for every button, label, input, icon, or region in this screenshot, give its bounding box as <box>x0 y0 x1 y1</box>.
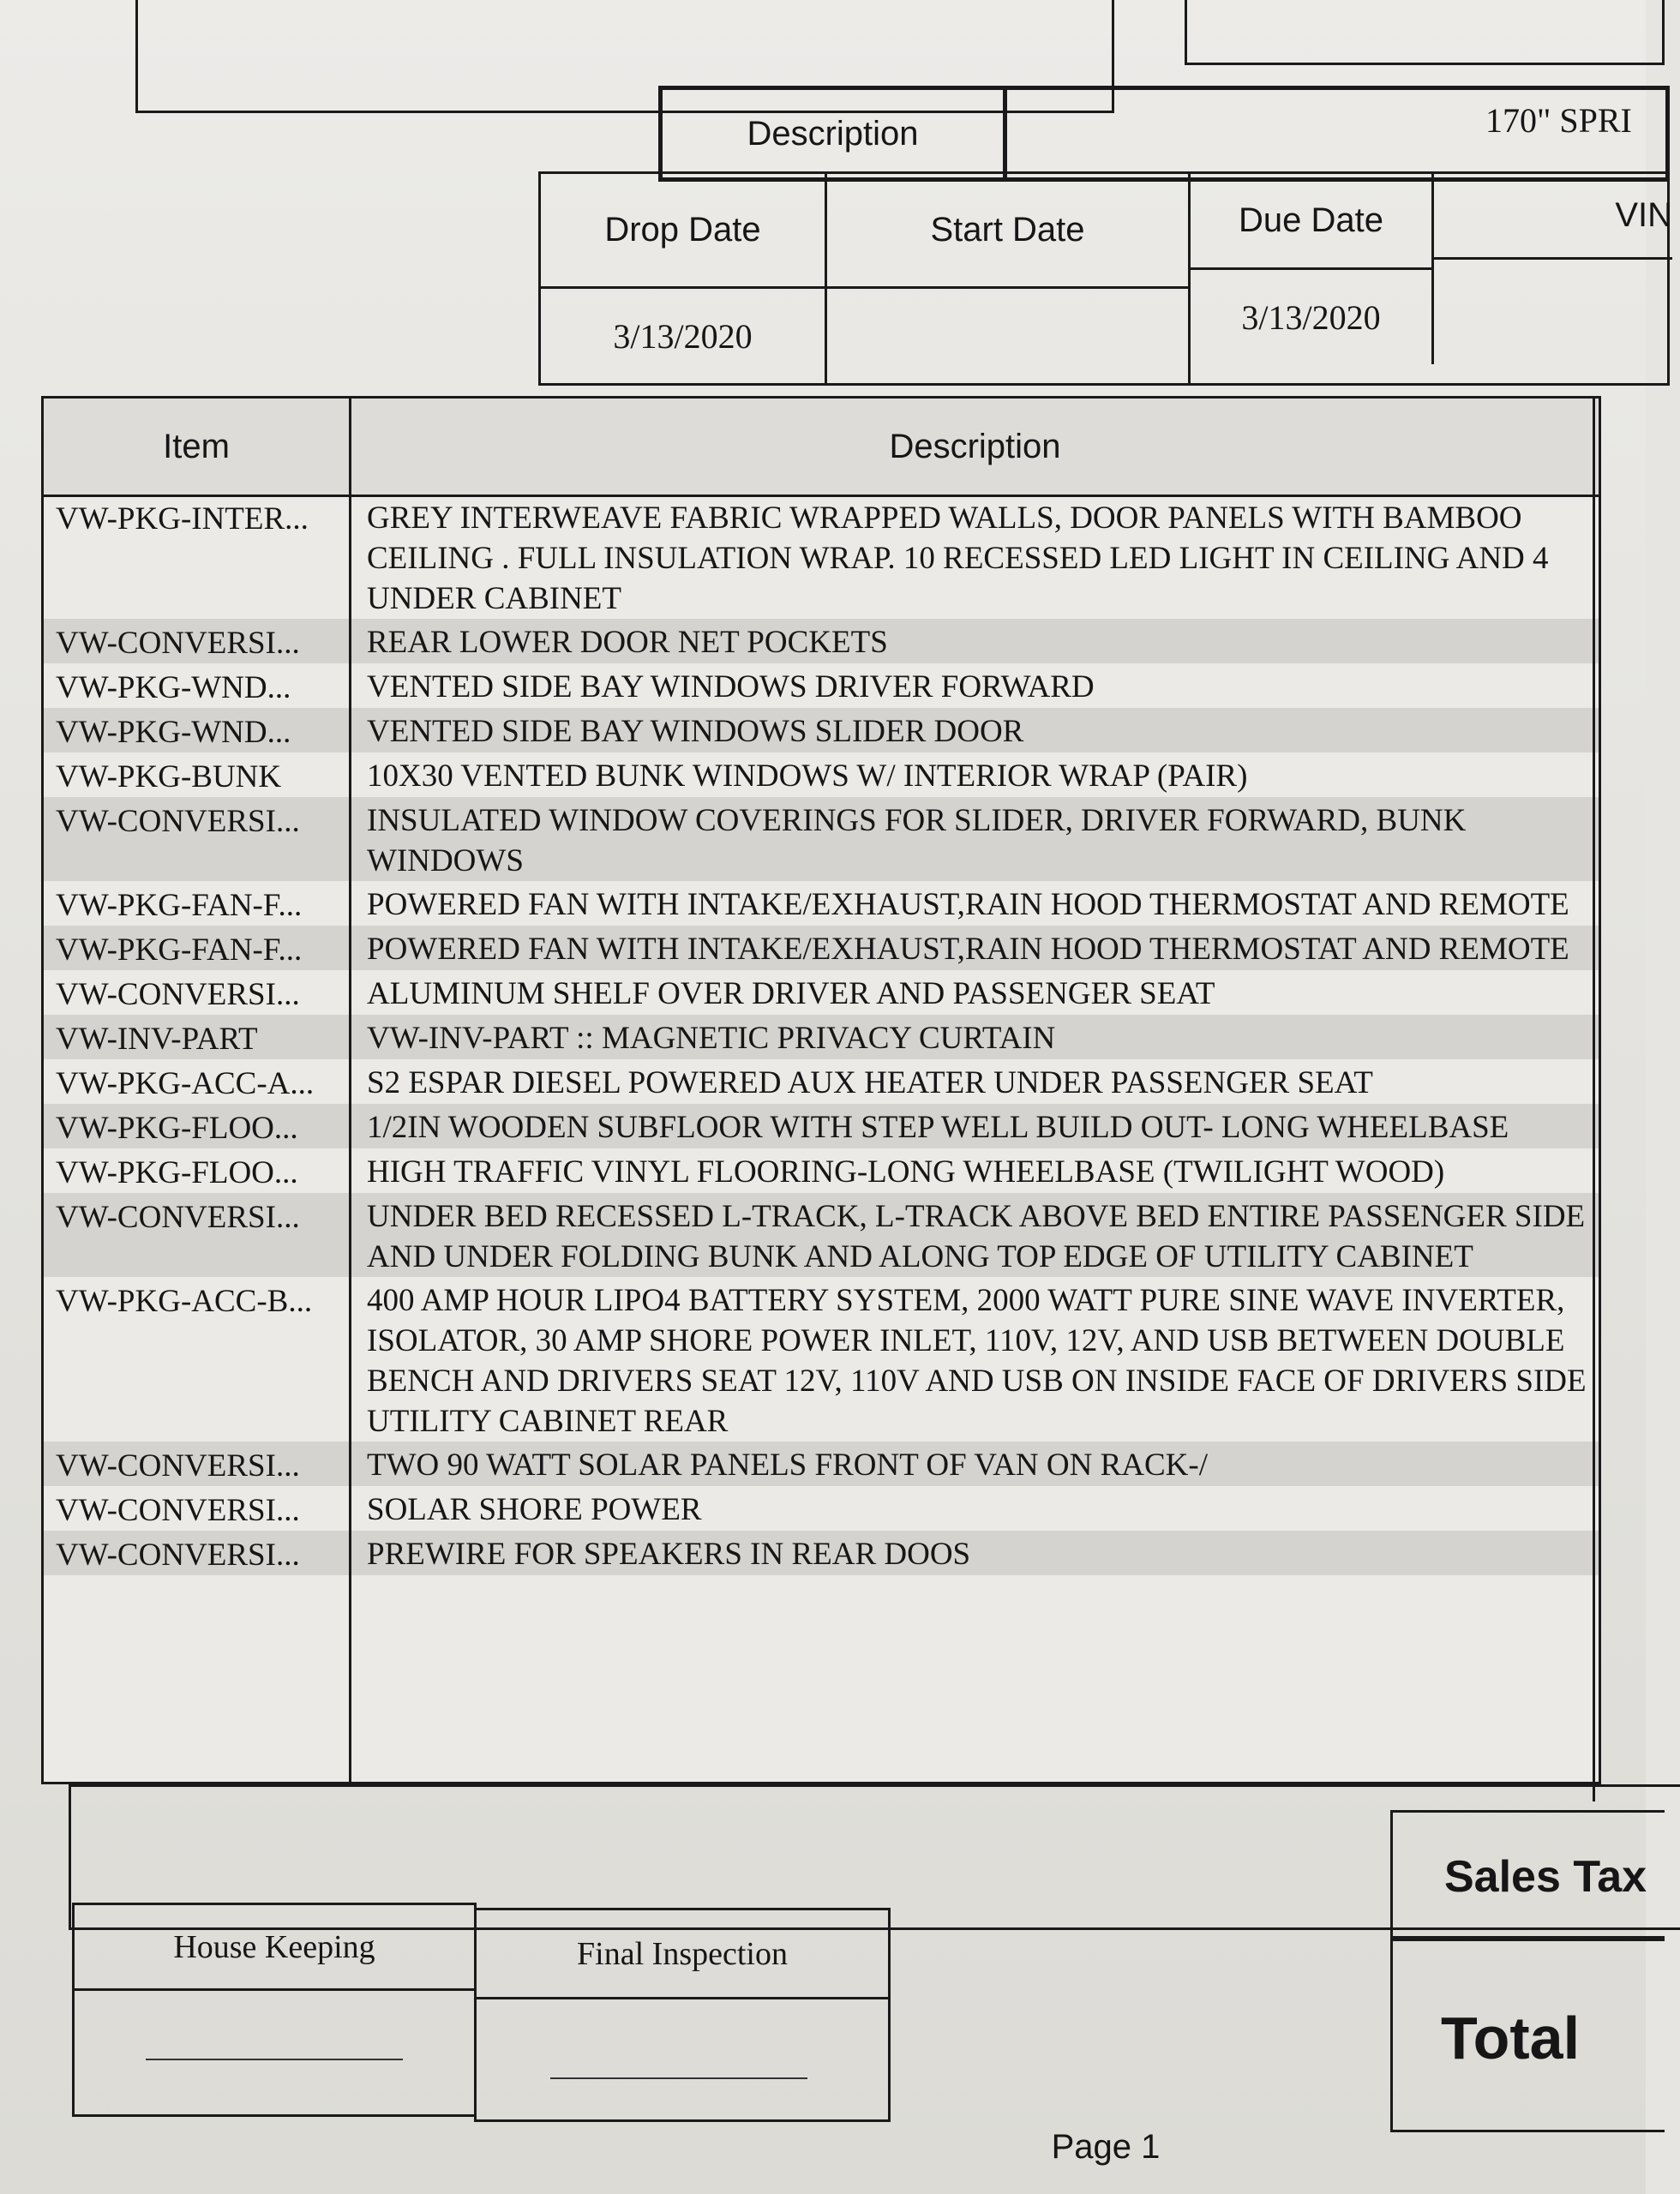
row-item-code: VW-CONVERSI... <box>56 977 300 1012</box>
start-date-value <box>827 289 1191 383</box>
row-description: TWO 90 WATT SOLAR PANELS FRONT OF VAN ON RACK-/ <box>351 1442 1599 1486</box>
row-description: POWERED FAN WITH INTAKE/EXHAUST,RAIN HOOD THERMOSTAT AND REMOTE <box>351 926 1599 970</box>
table-row <box>44 970 1599 1015</box>
due-date-value: 3/13/2020 <box>1191 270 1434 364</box>
row-description: UNDER BED RECESSED L-TRACK, L-TRACK ABOVE BED ENTIRE PASSENGER SIDE AND UNDER FOLDING BUNK AND ALONG TOP EDGE OF UTILITY CABINET <box>351 1193 1599 1277</box>
top-right-box <box>1185 0 1665 65</box>
table-row <box>44 1059 1599 1104</box>
vin-label: VIN <box>1434 174 1672 260</box>
table-row <box>44 797 1599 881</box>
right-column-line <box>1593 396 1595 1801</box>
row-item-code: VW-PKG-FAN-F... <box>44 926 349 970</box>
house-keeping-label: House Keeping <box>75 1905 474 1991</box>
total-label: Total <box>1441 2005 1581 2071</box>
table-row <box>44 881 1599 926</box>
final-inspection-signature-line <box>550 2077 807 2079</box>
row-item-code: VW-INV-PART <box>44 1015 349 1059</box>
dates-box <box>538 171 1670 386</box>
row-item-code: VW-PKG-FLOO... <box>44 1104 349 1148</box>
table-row <box>44 1015 1599 1059</box>
table-row <box>44 1531 1599 1575</box>
row-item-code: VW-PKG-FLOO... <box>56 1155 298 1190</box>
house-keeping-signature-line <box>146 2059 403 2060</box>
row-description: S2 ESPAR DIESEL POWERED AUX HEATER UNDER PASSENGER SEAT <box>367 1065 1373 1100</box>
row-description: 1/2IN WOODEN SUBFLOOR WITH STEP WELL BUILD OUT- LONG WHEELBASE <box>351 1104 1599 1148</box>
house-keeping-box <box>72 1903 477 2117</box>
row-item-code: VW-PKG-WND... <box>56 670 291 705</box>
row-item-code: VW-CONVERSI... <box>44 1531 349 1575</box>
sales-tax-box <box>1390 1810 1665 1939</box>
row-item-code: VW-PKG-ACC-B... <box>56 1284 313 1319</box>
drop-date-label: Drop Date <box>541 174 827 289</box>
table-row <box>44 619 1599 663</box>
row-item-code: VW-PKG-ACC-A... <box>56 1066 315 1101</box>
row-item-code: VW-PKG-BUNK <box>56 759 282 794</box>
row-description: 400 AMP HOUR LIPO4 BATTERY SYSTEM, 2000 WATT PURE SINE WAVE INVERTER, ISOLATOR, 30 AMP SHORE POWER INLET, 110V, 12V, AND USB BETWEEN DOUBLE BENCH AND DRIVERS SEAT 12V, 110V AND USB ON INSIDE FACE OF DRIVERS SIDE UTILITY CABINET REAR <box>367 1283 1587 1439</box>
description-column-header: Description <box>889 427 1061 465</box>
table-row <box>44 1148 1599 1193</box>
row-item-code: VW-PKG-FAN-F... <box>56 888 303 923</box>
table-row <box>44 926 1599 970</box>
page-number: Page 1 <box>1051 2127 1161 2166</box>
start-date-label: Start Date <box>827 174 1191 289</box>
table-row <box>44 1486 1599 1531</box>
total-box <box>1390 1939 1665 2132</box>
row-description: INSULATED WINDOW COVERINGS FOR SLIDER, DRIVER FORWARD, BUNK WINDOWS <box>351 797 1599 881</box>
row-description: POWERED FAN WITH INTAKE/EXHAUST,RAIN HOOD THERMOSTAT AND REMOTE <box>367 887 1569 922</box>
table-row <box>44 1104 1599 1148</box>
final-inspection-label: Final Inspection <box>477 1910 888 1999</box>
row-description: PREWIRE FOR SPEAKERS IN REAR DOOS <box>351 1531 1599 1575</box>
row-item-code: VW-PKG-WND... <box>44 708 349 752</box>
row-description: REAR LOWER DOOR NET POCKETS <box>351 619 1599 663</box>
description-box <box>658 86 1670 182</box>
row-item-code: VW-CONVERSI... <box>56 1493 300 1528</box>
drop-date-value: 3/13/2020 <box>541 289 827 383</box>
row-item-code: VW-CONVERSI... <box>44 1193 349 1277</box>
table-rows <box>44 495 1599 1575</box>
due-date-label: Due Date <box>1191 174 1434 270</box>
table-row <box>44 752 1599 797</box>
row-description: SOLAR SHORE POWER <box>367 1492 702 1527</box>
row-item-code: VW-CONVERSI... <box>44 1442 349 1486</box>
row-item-code: VW-PKG-INTER... <box>56 501 309 537</box>
final-inspection-box <box>474 1908 891 2122</box>
description-value: 170" SPRI <box>1485 100 1632 140</box>
description-label: Description <box>663 90 1007 177</box>
item-column-header: Item <box>163 427 230 465</box>
row-item-code: VW-CONVERSI... <box>44 619 349 663</box>
table-row <box>44 495 1599 619</box>
row-description: ALUMINUM SHELF OVER DRIVER AND PASSENGER SEAT <box>367 976 1215 1011</box>
row-description: GREY INTERWEAVE FABRIC WRAPPED WALLS, DOOR PANELS WITH BAMBOO CEILING . FULL INSULATION WRAP. 10 RECESSED LED LIGHT IN CEILING AND 4 UNDER CABINET <box>367 501 1549 616</box>
sales-tax-label: Sales Tax <box>1444 1852 1647 1902</box>
line-items-table <box>41 396 1601 1784</box>
row-description: VENTED SIDE BAY WINDOWS SLIDER DOOR <box>351 708 1599 752</box>
table-header <box>44 399 1599 497</box>
row-description: VW-INV-PART :: MAGNETIC PRIVACY CURTAIN <box>351 1015 1599 1059</box>
table-row <box>44 708 1599 752</box>
table-row <box>44 1193 1599 1277</box>
table-row <box>44 1442 1599 1486</box>
row-description: VENTED SIDE BAY WINDOWS DRIVER FORWARD <box>367 669 1095 704</box>
table-row <box>44 1277 1599 1442</box>
row-description: HIGH TRAFFIC VINYL FLOORING-LONG WHEELBASE (TWILIGHT WOOD) <box>367 1154 1445 1190</box>
table-row <box>44 663 1599 708</box>
row-description: 10X30 VENTED BUNK WINDOWS W/ INTERIOR WRAP (PAIR) <box>367 758 1248 794</box>
row-item-code: VW-CONVERSI... <box>44 797 349 881</box>
